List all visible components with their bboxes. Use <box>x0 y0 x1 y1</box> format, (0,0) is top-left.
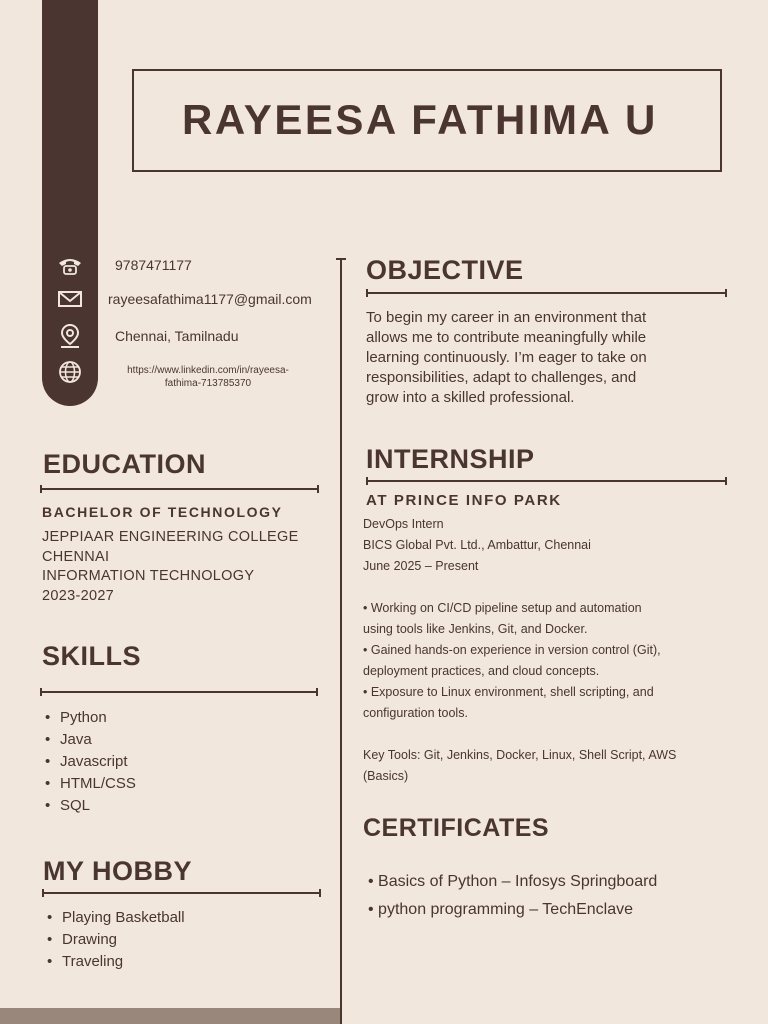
education-line: CHENNAI <box>42 548 110 565</box>
internship-heading: INTERNSHIP <box>366 444 535 474</box>
hobby-list <box>44 907 185 973</box>
objective-line: responsibilities, adapt to challenges, and <box>366 369 637 386</box>
internship-tools: Key Tools: Git, Jenkins, Docker, Linux, Shell Script, AWS <box>363 748 677 762</box>
objective-heading: OBJECTIVE <box>366 255 524 285</box>
internship-role: DevOps Intern <box>363 517 444 531</box>
hobby-heading: MY HOBBY <box>43 856 193 886</box>
internship-bullet-line: • Gained hands-on experience in version control (Git), <box>363 643 661 657</box>
skills-rule <box>40 691 318 693</box>
certificate-item: • python programming – TechEnclave <box>368 901 634 918</box>
internship-bullet-line: deployment practices, and cloud concepts. <box>363 664 600 678</box>
education-line: INFORMATION TECHNOLOGY <box>42 568 255 584</box>
phone-icon <box>57 254 83 276</box>
internship-period: June 2025 – Present <box>363 559 479 573</box>
objective-line: grow into a skilled professional. <box>366 389 575 406</box>
column-divider-cap <box>336 258 346 260</box>
list-item: • Playing Basketball <box>44 907 185 929</box>
internship-bullet-line: configuration tools. <box>363 706 468 720</box>
list-item: • Python <box>42 707 136 729</box>
internship-bullet-line: • Exposure to Linux environment, shell scripting, and <box>363 685 654 699</box>
education-line: JEPPIAAR ENGINEERING COLLEGE <box>42 529 299 545</box>
internship-company: AT PRINCE INFO PARK <box>366 492 562 509</box>
internship-org: BICS Global Pvt. Ltd., Ambattur, Chennai <box>363 538 591 552</box>
education-degree: BACHELOR OF TECHNOLOGY <box>42 504 283 520</box>
internship-bullet-line: using tools like Jenkins, Git, and Docker. <box>363 622 588 636</box>
list-item: • Traveling <box>44 951 185 973</box>
list-item: • HTML/CSS <box>42 773 136 795</box>
hobby-rule <box>42 892 321 894</box>
education-heading: EDUCATION <box>43 449 206 479</box>
objective-text <box>366 308 647 408</box>
location-icon <box>57 322 83 350</box>
column-divider <box>340 258 342 1024</box>
certificate-item: • Basics of Python – Infosys Springboard <box>368 873 658 890</box>
education-line: 2023-2027 <box>42 587 115 604</box>
list-item: • SQL <box>42 795 136 817</box>
contact-location: Chennai, Tamilnadu <box>115 328 239 344</box>
certificate-label: Basics of Python – Infosys Springboard <box>378 873 658 890</box>
internship-details <box>363 514 676 787</box>
linkedin-line: fathima-713785370 <box>164 378 252 389</box>
linkedin-line: https://www.linkedin.com/in/rayeesa- <box>127 365 289 376</box>
contact-email[interactable]: rayeesafathima1177@gmail.com <box>108 291 312 307</box>
certificates-heading: CERTIFICATES <box>363 814 550 842</box>
education-rule <box>40 488 319 490</box>
internship-bullet-line: • Working on CI/CD pipeline setup and automation <box>363 601 642 615</box>
objective-line: To begin my career in an environment that <box>366 309 647 326</box>
footer-bar <box>0 1008 340 1024</box>
internship-tools: (Basics) <box>363 769 409 783</box>
mail-icon <box>57 288 83 310</box>
objective-rule <box>366 292 727 294</box>
internship-rule <box>366 480 727 482</box>
certificates-list <box>368 868 657 924</box>
list-item: • Drawing <box>44 929 185 951</box>
skills-list <box>42 707 136 817</box>
objective-line: allows me to contribute meaningfully while <box>366 329 647 346</box>
education-details <box>42 528 299 606</box>
page-title: RAYEESA FATHIMA U <box>182 96 658 143</box>
list-item: • Java <box>42 729 136 751</box>
list-item: • Javascript <box>42 751 136 773</box>
contact-phone[interactable]: 9787471177 <box>115 257 192 273</box>
contact-linkedin[interactable] <box>108 364 308 390</box>
objective-line: learning continuously. I’m eager to take on <box>366 349 647 366</box>
globe-icon <box>57 361 83 383</box>
skills-heading: SKILLS <box>42 641 142 671</box>
certificate-label: python programming – TechEnclave <box>378 901 634 918</box>
